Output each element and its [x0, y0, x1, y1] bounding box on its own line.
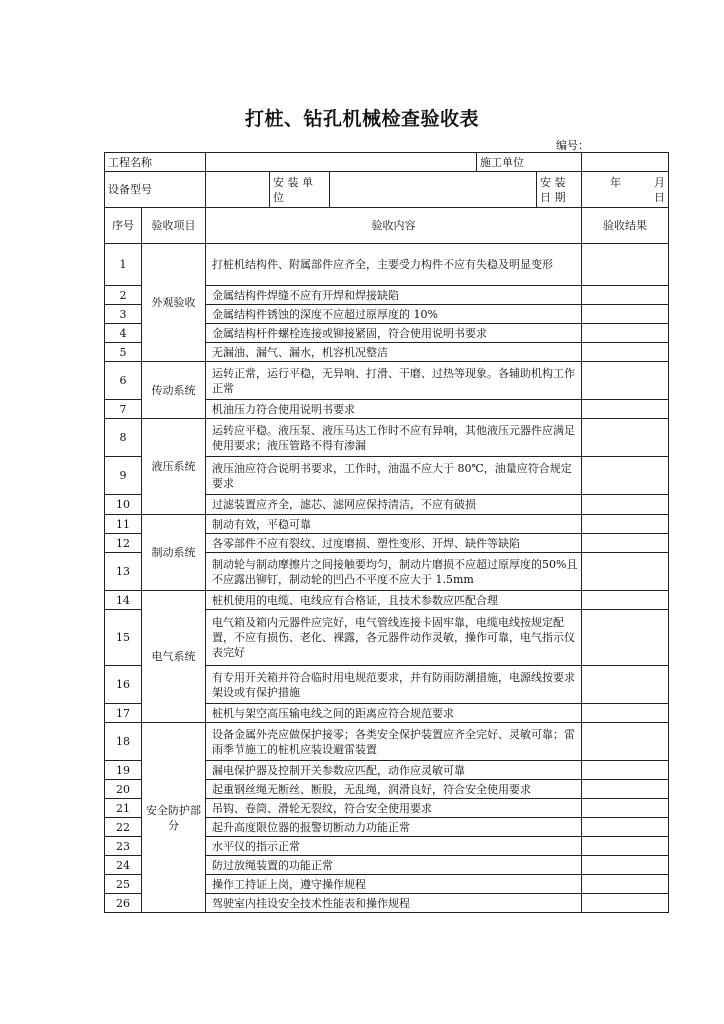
- row-content: 过滤装置应齐全，滤芯、滤网应保持清洁，不应有破损: [206, 495, 582, 515]
- row-result[interactable]: [582, 244, 669, 286]
- row-content: 设备金属外壳应做保护接零；各类安全保护装置应齐全完好、灵敏可靠；雷雨季节施工的桩机应装设避雷装置: [206, 723, 582, 761]
- row-content: 电气箱及箱内元器件应完好，电气管线连接卡固牢靠，电缆电线按规定配置，不应有损伤、老化、裸露，各元器件动作灵敏，操作可靠，电气指示仪表完好: [206, 610, 582, 666]
- row-number: 1: [105, 244, 142, 286]
- install-date-value[interactable]: 年 月 日: [582, 172, 669, 208]
- table-row: [105, 419, 669, 457]
- row-result[interactable]: [582, 856, 669, 875]
- row-result[interactable]: [582, 875, 669, 894]
- row-number: 4: [105, 324, 142, 343]
- row-result[interactable]: [582, 591, 669, 610]
- row-result[interactable]: [582, 666, 669, 704]
- row-content: 有专用开关箱并符合临时用电规范要求，并有防雨防潮措施，电源线按要求架设或有保护措施: [206, 666, 582, 704]
- group-appearance: 外观验收: [142, 244, 206, 362]
- row-number: 9: [105, 457, 142, 495]
- construction-unit-label: 施工单位: [477, 153, 582, 172]
- inspection-table: [104, 152, 687, 913]
- row-result[interactable]: [582, 534, 669, 553]
- row-content: 驾驶室内挂设安全技术性能表和操作规程: [206, 894, 582, 913]
- row-number: 18: [105, 723, 142, 761]
- row-content: 吊钩、卷筒、滑轮无裂纹，符合安全使用要求: [206, 799, 582, 818]
- row-number: 2: [105, 286, 142, 305]
- device-model-value[interactable]: [206, 172, 270, 208]
- row-content: 打桩机结构件、附属部件应齐全，主要受力构件不应有失稳及明显变形: [206, 244, 582, 286]
- row-result[interactable]: [582, 704, 669, 723]
- row-number: 26: [105, 894, 142, 913]
- row-number: 20: [105, 780, 142, 799]
- row-number: 8: [105, 419, 142, 457]
- row-result[interactable]: [582, 362, 669, 400]
- row-result[interactable]: [582, 894, 669, 913]
- row-result[interactable]: [582, 495, 669, 515]
- group-electrical: 电气系统: [142, 591, 206, 723]
- group-transmission: 传动系统: [142, 362, 206, 419]
- project-name-value[interactable]: [206, 153, 477, 172]
- row-number: 5: [105, 343, 142, 362]
- row-number: 6: [105, 362, 142, 400]
- row-number: 13: [105, 553, 142, 591]
- row-number: 11: [105, 515, 142, 534]
- row-content: 各零部件不应有裂纹、过度磨损、塑性变形、开焊、缺件等缺陷: [206, 534, 582, 553]
- header-row-device: [105, 172, 669, 208]
- row-content: 起重钢丝绳无断丝、断股，无乱绳，润滑良好，符合安全使用要求: [206, 780, 582, 799]
- table-row: [105, 723, 669, 761]
- install-unit-value[interactable]: [330, 172, 537, 208]
- row-result[interactable]: [582, 286, 669, 305]
- row-content: 运转应平稳。液压泵、液压马达工作时不应有异响，其他液压元器件应满足使用要求；液压管路不得有渗漏: [206, 419, 582, 457]
- row-result[interactable]: [582, 723, 669, 761]
- row-content: 运转正常，运行平稳，无异响、打滑、干磨、过热等现象。各辅助机构工作正常: [206, 362, 582, 400]
- row-content: 制动轮与制动摩擦片之间接触要均匀，制动片磨损不应超过原厚度的50%且不应露出铆钉，制动轮的凹凸不平度不应大于 1.5mm: [206, 553, 582, 591]
- row-content: 桩机与架空高压输电线之间的距离应符合规范要求: [206, 704, 582, 723]
- install-unit-label: 安 装 单 位: [270, 172, 330, 208]
- serial-number-label: 编号：: [556, 139, 589, 152]
- row-result[interactable]: [582, 818, 669, 837]
- table-row: [105, 244, 669, 286]
- row-result[interactable]: [582, 610, 669, 666]
- row-result[interactable]: [582, 837, 669, 856]
- row-content: 操作工持证上岗，遵守操作规程: [206, 875, 582, 894]
- construction-unit-value[interactable]: [582, 153, 669, 172]
- row-number: 16: [105, 666, 142, 704]
- group-brake: 制动系统: [142, 515, 206, 591]
- row-number: 14: [105, 591, 142, 610]
- project-name-label: 工程名称: [105, 153, 206, 172]
- row-content: 液压油应符合说明书要求，工作时，油温不应大于 80℃，油量应符合规定要求: [206, 457, 582, 495]
- device-model-label: 设备型号: [105, 172, 206, 208]
- row-number: 12: [105, 534, 142, 553]
- col-header-item: 验收项目: [142, 208, 206, 244]
- document-title: 打桩、钻孔机械检查验收表: [244, 108, 479, 130]
- row-result[interactable]: [582, 799, 669, 818]
- row-result[interactable]: [582, 343, 669, 362]
- row-result[interactable]: [582, 515, 669, 534]
- row-content: 制动有效，平稳可靠: [206, 515, 582, 534]
- row-result[interactable]: [582, 761, 669, 780]
- row-result[interactable]: [582, 305, 669, 324]
- row-number: 19: [105, 761, 142, 780]
- row-result[interactable]: [582, 324, 669, 343]
- install-date-label: 安 装 日 期: [537, 172, 582, 208]
- row-number: 23: [105, 837, 142, 856]
- row-content: 桩机使用的电缆、电线应有合格证，且技术参数应匹配合理: [206, 591, 582, 610]
- row-content: 水平仪的指示正常: [206, 837, 582, 856]
- row-result[interactable]: [582, 780, 669, 799]
- table-row: [105, 515, 669, 534]
- group-safety: 安全防护部分: [142, 723, 206, 913]
- row-number: 21: [105, 799, 142, 818]
- column-header-row: [105, 208, 669, 244]
- table-row: [105, 591, 669, 610]
- row-result[interactable]: [582, 457, 669, 495]
- group-hydraulic: 液压系统: [142, 419, 206, 515]
- row-content: 起升高度限位器的报警切断动力功能正常: [206, 818, 582, 837]
- row-result[interactable]: [582, 553, 669, 591]
- row-number: 22: [105, 818, 142, 837]
- row-number: 3: [105, 305, 142, 324]
- row-result[interactable]: [582, 419, 669, 457]
- row-result[interactable]: [582, 400, 669, 419]
- row-content: 机油压力符合使用说明书要求: [206, 400, 582, 419]
- row-content: 防过放绳装置的功能正常: [206, 856, 582, 875]
- row-content: 金属结构件锈蚀的深度不应超过原厚度的 10%: [206, 305, 582, 324]
- row-content: 金属结构杆件螺栓连接或铆接紧固，符合使用说明书要求: [206, 324, 582, 343]
- row-content: 金属结构件焊缝不应有开焊和焊接缺陷: [206, 286, 582, 305]
- header-row-project: [105, 153, 669, 172]
- col-header-content: 验收内容: [206, 208, 582, 244]
- col-header-seq: 序号: [105, 208, 142, 244]
- row-number: 17: [105, 704, 142, 723]
- row-number: 25: [105, 875, 142, 894]
- table-row: [105, 362, 669, 400]
- row-content: 漏电保护器及控制开关参数应匹配，动作应灵敏可靠: [206, 761, 582, 780]
- row-content: 无漏油、漏气、漏水，机容机况整洁: [206, 343, 582, 362]
- row-number: 7: [105, 400, 142, 419]
- row-number: 15: [105, 610, 142, 666]
- row-number: 10: [105, 495, 142, 515]
- col-header-result: 验收结果: [582, 208, 669, 244]
- row-number: 24: [105, 856, 142, 875]
